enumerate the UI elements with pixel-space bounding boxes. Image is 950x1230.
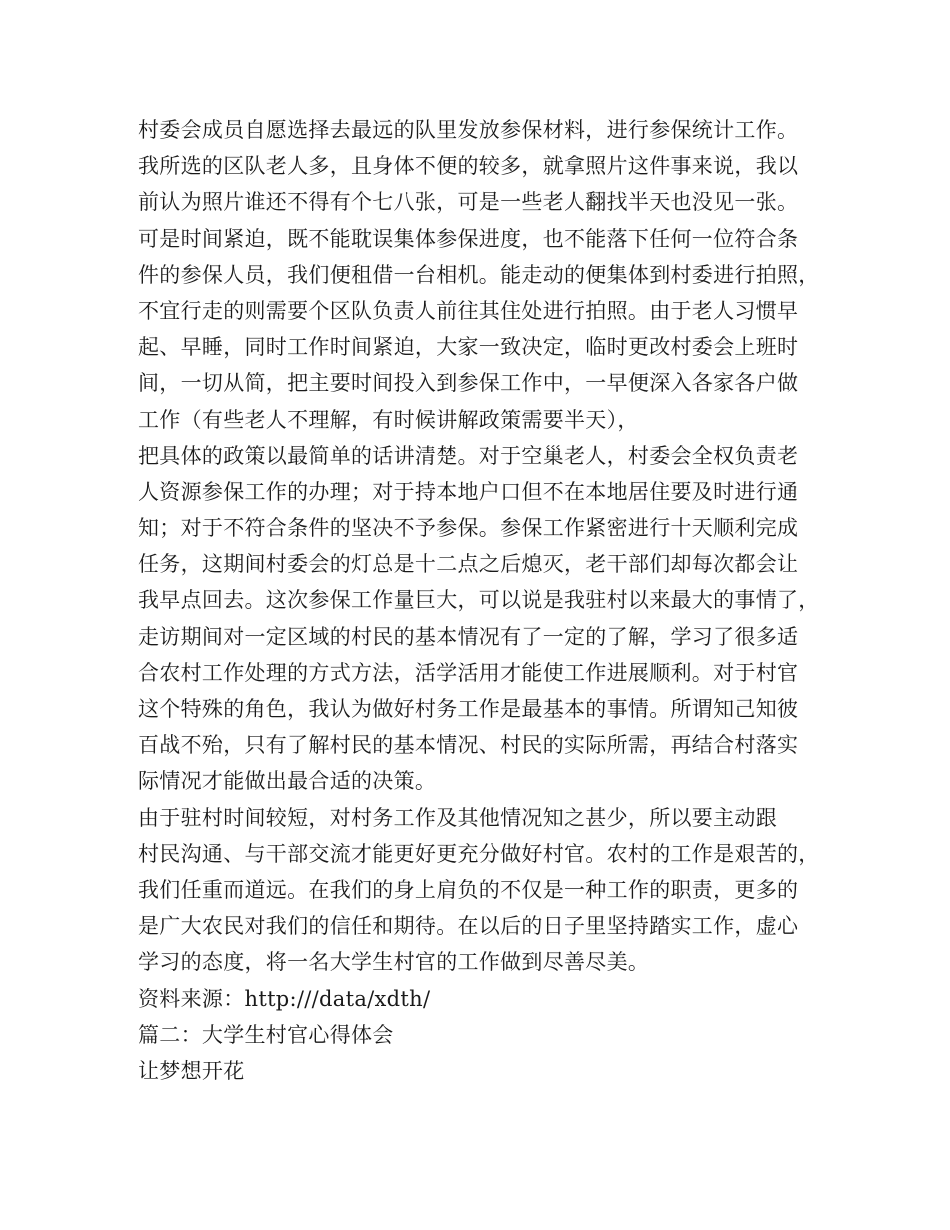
text-line: 把具体的政策以最简单的话讲清楚。对于空巢老人，村委会全权负责老 [138, 443, 799, 468]
text-line: 村委会成员自愿选择去最远的队里发放参保材料，进行参保统计工作。 [138, 118, 799, 142]
text-line: 我所选的区队老人多，且身体不便的较多，就拿照片这件事来说，我以 [138, 154, 799, 179]
text-line: 件的参保人员，我们便租借一台相机。能走动的便集体到村委进行拍照， [138, 262, 820, 287]
text-line: 起、早睡，同时工作时间紧迫，大家一致决定，临时更改村委会上班时 [138, 335, 799, 360]
text-line: 前认为照片谁还不得有个七八张，可是一些老人翻找半天也没见一张。 [138, 190, 799, 215]
text-line: 工作（有些老人不理解，有时候讲解政策需要半天）， [138, 407, 639, 432]
text-line: 我早点回去。这次参保工作量巨大，可以说是我驻村以来最大的事情了， [138, 588, 820, 613]
text-line: 间，一切从简，把主要时间投入到参保工作中，一早便深入各家各户做 [138, 371, 799, 396]
text-line: 际情况才能做出最合适的决策。 [138, 769, 437, 794]
section-heading: 篇二：大学生村官心得体会 [138, 1022, 394, 1047]
text-line: 这个特殊的角色，我认为做好村务工作是最基本的事情。所谓知己知彼 [138, 697, 799, 721]
text-line: 学习的态度，将一名大学生村官的工作做到尽善尽美。 [138, 950, 650, 975]
section-subheading: 让梦想开花 [138, 1058, 245, 1083]
text-line: 村民沟通、与干部交流才能更好更充分做好村官。农村的工作是艰苦的， [138, 841, 820, 866]
text-line: 走访期间对一定区域的村民的基本情况有了一定的了解，学习了很多适 [138, 624, 799, 649]
text-line: 可是时间紧迫，既不能耽误集体参保进度，也不能落下任何一位符合条 [138, 226, 799, 251]
document-body [138, 112, 838, 1089]
text-line: 知；对于不符合条件的坚决不予参保。参保工作紧密进行十天顺利完成 [138, 516, 799, 541]
text-line: 人资源参保工作的办理；对于持本地户口但不在本地居住要及时进行通 [138, 479, 799, 504]
text-line: 不宜行走的则需要个区队负责人前往其住处进行拍照。由于老人习惯早 [138, 298, 799, 323]
text-line: 合农村工作处理的方式方法，活学活用才能使工作进展顺利。对于村官 [138, 660, 799, 685]
source-line: 资料来源：http:///data/xdth/ [138, 986, 431, 1011]
text-line: 由于驻村时间较短，对村务工作及其他情况知之甚少，所以要主动跟 [138, 805, 777, 830]
text-line: 百战不殆，只有了解村民的基本情况、村民的实际所需，再结合村落实 [138, 733, 799, 758]
text-line: 是广大农民对我们的信任和期待。在以后的日子里坚持踏实工作，虚心 [138, 914, 799, 939]
text-line: 我们任重而道远。在我们的身上肩负的不仅是一种工作的职责，更多的 [138, 877, 799, 902]
text-line: 任务，这期间村委会的灯总是十二点之后熄灭，老干部们却每次都会让 [138, 552, 799, 577]
